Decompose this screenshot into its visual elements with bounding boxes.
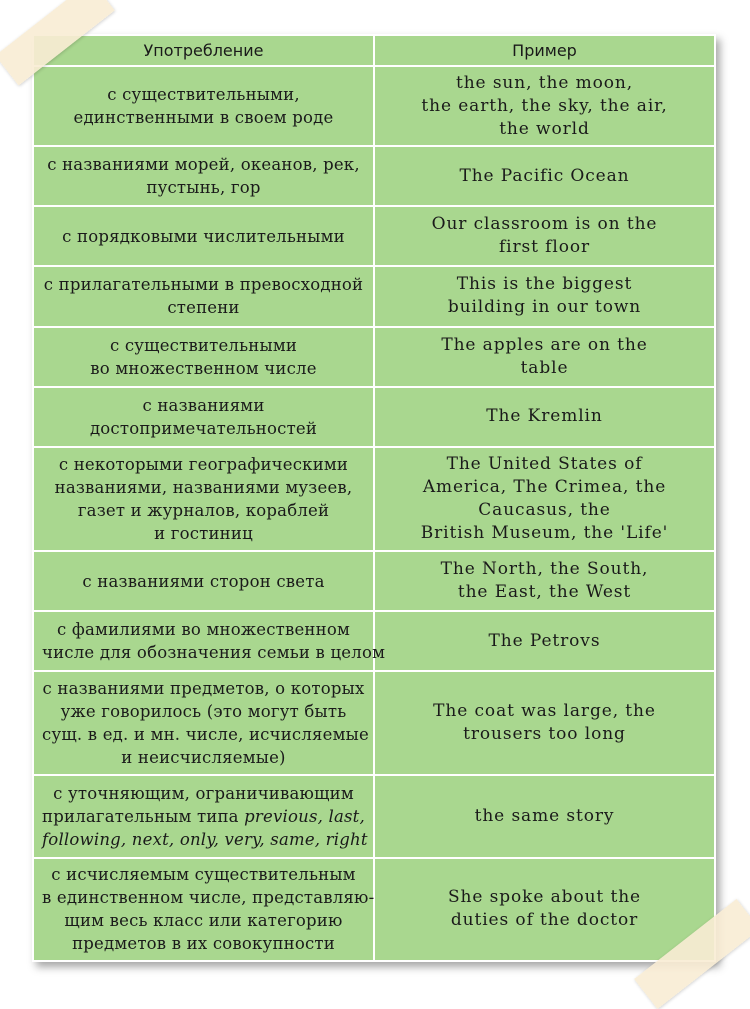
example-text: Our classroom is on the bbox=[431, 214, 658, 235]
example-text: building in our town bbox=[447, 297, 642, 318]
example-cell bbox=[374, 611, 715, 671]
usage-cell bbox=[33, 266, 374, 326]
example-cell bbox=[374, 206, 715, 266]
table-row bbox=[33, 146, 715, 206]
usage-text-with-italic bbox=[42, 805, 365, 828]
usage-text: с порядковыми числительными bbox=[62, 226, 345, 246]
usage-text: названиями, названиями музеев, bbox=[54, 477, 353, 497]
usage-text: с исчисляемым существительным bbox=[51, 865, 356, 885]
table-row bbox=[33, 327, 715, 387]
usage-cell bbox=[33, 447, 374, 551]
grammar-table-card bbox=[32, 34, 716, 962]
example-cell bbox=[374, 66, 715, 146]
usage-text: степени bbox=[167, 298, 240, 318]
example-cell bbox=[374, 551, 715, 611]
table-row bbox=[33, 387, 715, 447]
usage-text: с существительными, bbox=[107, 85, 300, 105]
usage-cell bbox=[33, 858, 374, 961]
usage-cell bbox=[33, 551, 374, 611]
usage-text: с названиями предметов, о которых bbox=[42, 679, 365, 699]
example-text: first floor bbox=[498, 237, 591, 258]
example-text: the earth, the sky, the air, bbox=[421, 95, 668, 116]
usage-cell bbox=[33, 327, 374, 387]
table-row bbox=[33, 775, 715, 857]
example-text: The Kremlin bbox=[486, 406, 603, 427]
example-text: Caucasus, the bbox=[478, 499, 611, 520]
example-text: the East, the West bbox=[457, 582, 632, 603]
example-text: the world bbox=[499, 118, 590, 139]
table-row bbox=[33, 266, 715, 326]
example-text: the same story bbox=[474, 806, 615, 827]
usage-text: с существительными bbox=[109, 335, 298, 355]
usage-cell bbox=[33, 146, 374, 206]
usage-text: пустынь, гор bbox=[146, 178, 261, 198]
example-cell bbox=[374, 775, 715, 857]
example-cell bbox=[374, 447, 715, 551]
example-cell bbox=[374, 146, 715, 206]
table-row bbox=[33, 66, 715, 146]
usage-text: прилагательным типа bbox=[42, 807, 245, 827]
usage-text: единственными в своем роде bbox=[73, 108, 334, 128]
example-cell bbox=[374, 387, 715, 447]
article-usage-table bbox=[32, 34, 716, 962]
usage-text: щим весь класс или категорию bbox=[64, 911, 343, 931]
usage-cell bbox=[33, 66, 374, 146]
usage-text: с некоторыми географическими bbox=[58, 454, 349, 474]
example-text: This is the biggest bbox=[456, 274, 633, 295]
usage-cell bbox=[33, 775, 374, 857]
usage-text: с уточняющим, ограничивающим bbox=[53, 784, 354, 804]
example-cell bbox=[374, 327, 715, 387]
table-row bbox=[33, 551, 715, 611]
usage-text: с названиями морей, океанов, рек, bbox=[47, 155, 360, 175]
example-text: America, The Crimea, the bbox=[422, 476, 667, 497]
table-row bbox=[33, 206, 715, 266]
usage-text: и гостиниц bbox=[154, 523, 253, 543]
table-row bbox=[33, 447, 715, 551]
table-row bbox=[33, 858, 715, 961]
example-text: She spoke about the bbox=[447, 887, 642, 908]
example-text: the sun, the moon, bbox=[455, 72, 634, 93]
table-row bbox=[33, 671, 715, 775]
usage-text: с названиями bbox=[142, 395, 265, 415]
table-row bbox=[33, 611, 715, 671]
example-cell bbox=[374, 858, 715, 961]
usage-text: с прилагательными в превосходной bbox=[43, 275, 364, 295]
example-text: duties of the doctor bbox=[450, 910, 639, 931]
usage-text: уже говорилось (это могут быть bbox=[60, 702, 347, 722]
example-cell bbox=[374, 266, 715, 326]
example-column-header: Пример bbox=[374, 35, 715, 66]
usage-cell bbox=[33, 611, 386, 671]
usage-text: во множественном числе bbox=[90, 358, 317, 378]
usage-text: и неисчисляемые) bbox=[121, 748, 286, 768]
example-text: trousers too long bbox=[463, 724, 626, 745]
usage-text: в единственном числе, представляю- bbox=[42, 888, 375, 908]
example-text: The coat was large, the bbox=[433, 701, 656, 722]
example-text: The Petrovs bbox=[488, 630, 601, 651]
usage-column-header: Употребление bbox=[33, 35, 374, 66]
usage-italic-examples: following, next, only, very, same, right bbox=[42, 830, 368, 850]
usage-text: с названиями сторон света bbox=[82, 571, 325, 591]
example-cell bbox=[374, 671, 715, 775]
usage-italic-examples: previous, last, bbox=[244, 807, 365, 827]
example-text: The apples are on the bbox=[441, 334, 648, 355]
example-text: The Pacific Ocean bbox=[459, 165, 630, 186]
usage-cell bbox=[33, 671, 374, 775]
usage-cell bbox=[33, 387, 374, 447]
usage-text: газет и журналов, кораблей bbox=[77, 500, 330, 520]
example-text: table bbox=[520, 357, 569, 378]
usage-text: числе для обозначения семьи в целом bbox=[42, 643, 386, 663]
usage-cell bbox=[33, 206, 374, 266]
example-text: British Museum, the 'Life' bbox=[420, 522, 669, 543]
usage-text: с фамилиями во множественном bbox=[57, 620, 350, 640]
usage-text: предметов в их совокупности bbox=[72, 934, 335, 954]
example-text: The North, the South, bbox=[440, 559, 649, 580]
example-text: The United States of bbox=[446, 453, 643, 474]
usage-text: сущ. в ед. и мн. числе, исчисляемые bbox=[42, 725, 369, 745]
table-header-row bbox=[33, 35, 715, 66]
usage-text: достопримечательностей bbox=[89, 418, 318, 438]
